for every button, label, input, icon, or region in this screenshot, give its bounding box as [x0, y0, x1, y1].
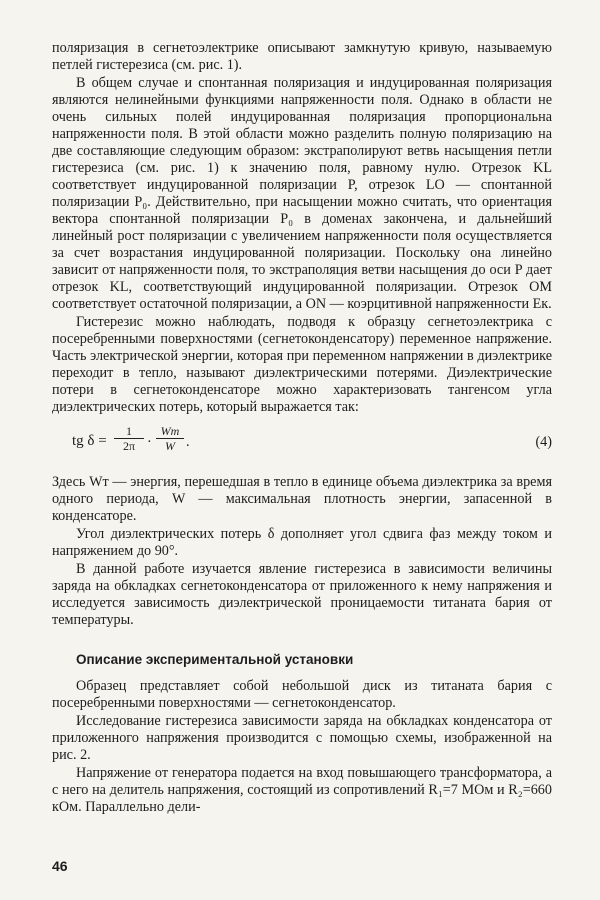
page-number: 46: [52, 858, 68, 874]
formula-4: [52, 420, 552, 470]
paragraph-7: Образец представляет собой небольшой диск из титаната бария с посеребренными поверхностями — сегнетоконденсатор.: [52, 678, 552, 711]
fraction-2: [156, 424, 184, 453]
page-body: [52, 40, 552, 817]
paragraph-4: Здесь Wт — энергия, перешедшая в тепло в единице объема диэлектрика за время одного периода, W — максимальная плотность энергии, запасенной в конденсаторе.: [52, 474, 552, 524]
fraction-1-numerator: 1: [114, 424, 144, 439]
fraction-2-denominator: W: [165, 439, 175, 453]
fraction-1-denominator: 2π: [122, 439, 136, 453]
fraction-1: [114, 424, 144, 453]
paragraph-1: поляризация в сегнетоэлектрике описывают замкнутую кривую, называемую петлей гистерезиса (см. рис. 1).: [52, 40, 552, 73]
equation-number: (4): [535, 434, 552, 450]
formula-multiply-dot: ·: [147, 434, 152, 450]
paragraph-9: Напряжение от генератора подается на вход повышающего трансформатора, а с него на делитель напряжения, состоящий из сопротивлений R₁=7 МОм и R₂=660 кОм. Параллельно дели-: [52, 765, 552, 815]
paragraph-8: Исследование гистерезиса зависимости заряда на обкладках конденсатора от приложенного напряжения производится с помощью схемы, изображенной на рис. 2.: [52, 713, 552, 763]
formula-end-period: .: [186, 434, 190, 450]
section-heading: Описание экспериментальной установки: [76, 652, 354, 667]
paragraph-5: Угол диэлектрических потерь δ дополняет угол сдвига фаз между током и напряжением до 90°.: [52, 526, 552, 559]
fraction-2-numerator: Wт: [156, 424, 184, 439]
formula-lhs: tg δ =: [72, 433, 107, 449]
paragraph-6: В данной работе изучается явление гистерезиса в зависимости величины заряда на обкладках сегнетоконденсатора от приложенного к нему напряжения и исследуется зависимость диэлектрической проницаемости титаната бария от температуры.: [52, 561, 552, 628]
paragraph-3: Гистерезис можно наблюдать, подводя к образцу сегнетоэлектрика с посеребренными поверхностями (сегнетоконденсатору) переменное напряжение. Часть электрической энергии, которая при переменном напряжении в диэлектрике переходит в тепло, называют диэлектрическими потерями. Диэлектрические потери в сегнетоконденсаторе можно характеризовать тангенсом угла диэлектрических потерь, который выражается так:: [52, 314, 552, 415]
paragraph-2: В общем случае и спонтанная поляризация и индуцированная поляризация являются нелинейными функциями напряженности поля. Однако в области не очень сильных полей индуцированная поляризация пропорциональна напряженности поля. В этой области можно разделить полную поляризацию на две составляющие следующим образом: экстраполируют ветвь насыщения петли гистерезиса (см. рис. 1) к значению поля, равному нулю. Отрезок KL соответствует индуцированной поляризации P, отрезок LO — спонтанной поляризации P₀. Действительно, при насыщении можно считать, что ориентация вектора спонтанной поляризации P₀ в доменах закончена, и дальнейший линейный рост поляризации с увеличением напряженности поля осуществляется за счет возрастания индуцированной поляризации. Поскольку она линейно зависит от напряженности поля, то экстраполяция ветви насыщения до оси P дает отрезок KL, соответствующий индуцированной поляризации. Отрезок OM соответствует остаточной поляризации, а ON — коэрцитивной напряженности Eк.: [52, 75, 552, 312]
